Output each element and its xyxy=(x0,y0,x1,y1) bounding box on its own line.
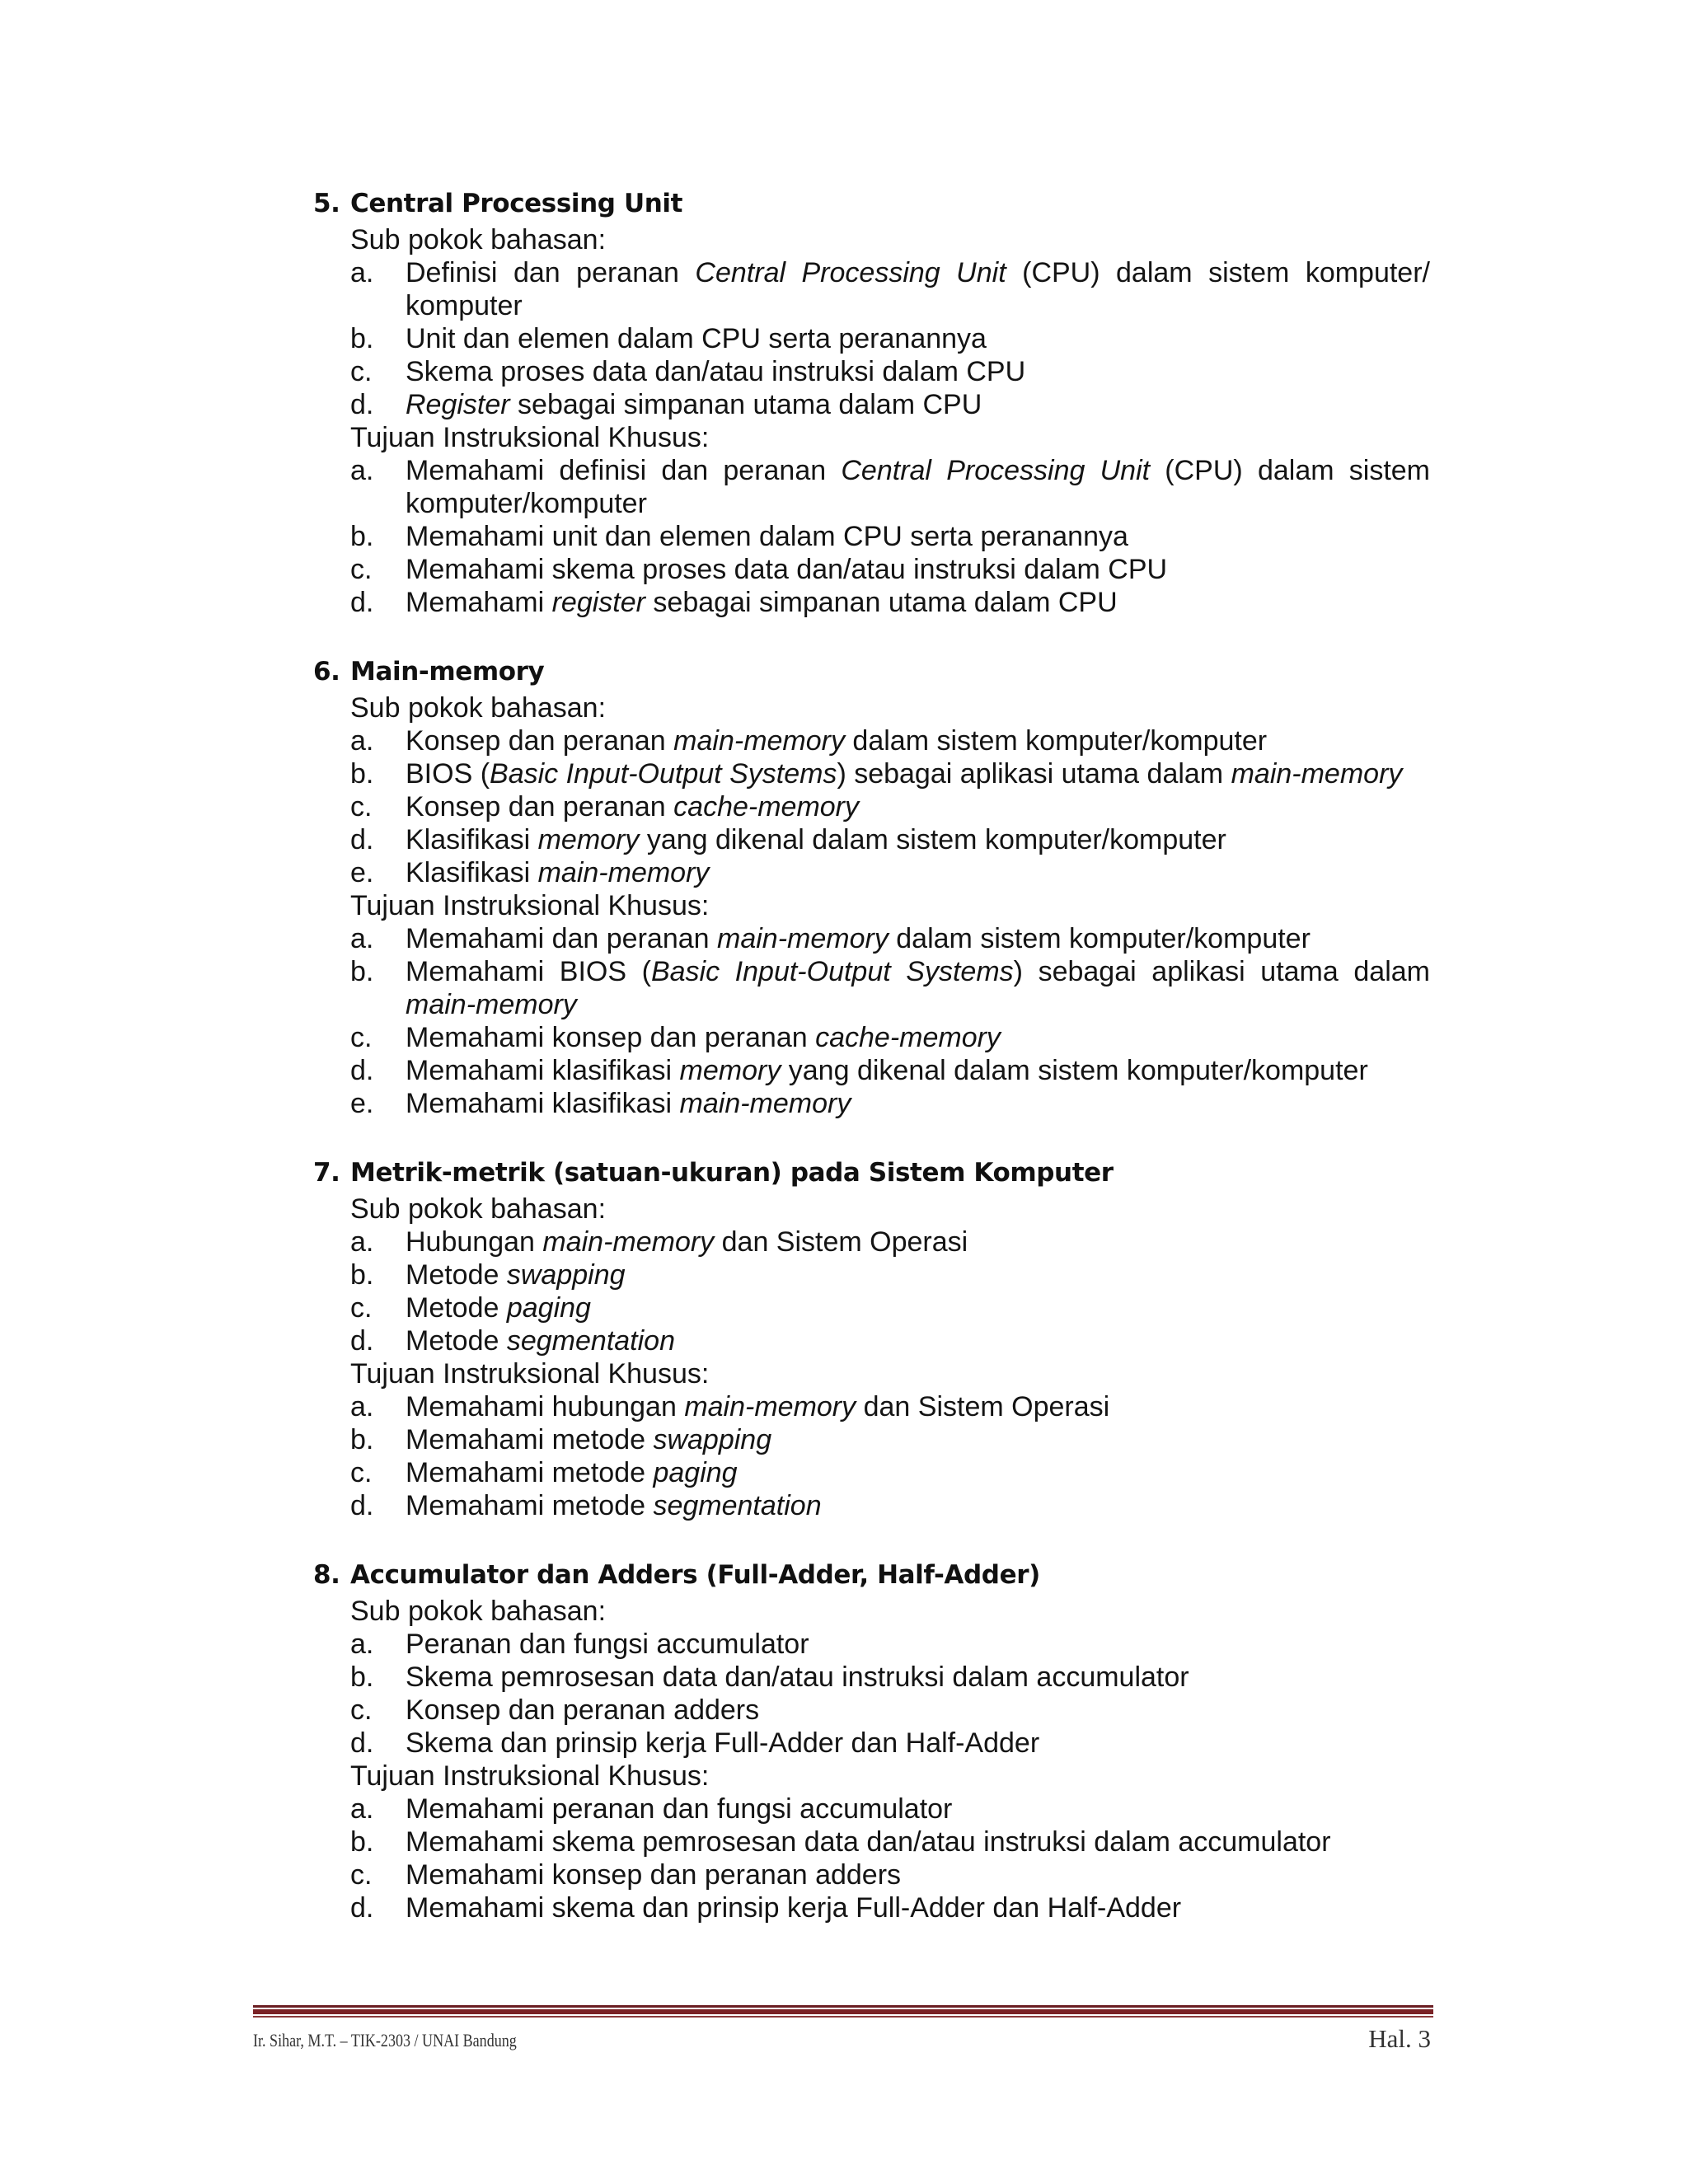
section-8 xyxy=(313,1555,1430,1924)
italic-term: memory xyxy=(537,824,640,855)
sub-topic-item xyxy=(350,388,1430,421)
text-run: Memahami definisi dan peranan xyxy=(406,455,842,486)
document-body xyxy=(313,184,1430,1957)
italic-term: Central Processing Unit xyxy=(841,455,1151,486)
section-content xyxy=(350,223,1430,619)
objective-item xyxy=(350,955,1430,1021)
text-run: Metode xyxy=(406,1259,507,1291)
list-marker: e. xyxy=(350,857,374,888)
italic-term: main-memory xyxy=(406,989,577,1020)
objective-item xyxy=(350,1489,1430,1522)
list-item-text xyxy=(406,1291,1430,1324)
text-run: (CPU) dalam sistem komputer/ komputer xyxy=(406,257,1430,321)
text-run: Memahami metode xyxy=(406,1490,654,1521)
section-title: Metrik-metrik (satuan-ukuran) pada Sistem Komputer xyxy=(350,1158,1114,1188)
list-item-text xyxy=(406,1628,1430,1661)
text-run: dan Sistem Operasi xyxy=(856,1391,1110,1422)
objective-item xyxy=(350,1825,1430,1858)
section-5 xyxy=(313,184,1430,619)
italic-term: cache-memory xyxy=(815,1022,1001,1053)
objectives-label: Tujuan Instruksional Khusus: xyxy=(350,422,710,453)
italic-term: swapping xyxy=(653,1424,772,1455)
italic-term: cache-memory xyxy=(673,791,860,823)
objectives-label: Tujuan Instruksional Khusus: xyxy=(350,1760,710,1792)
list-marker: a. xyxy=(350,1226,374,1258)
list-marker: b. xyxy=(350,1259,374,1291)
list-marker: d. xyxy=(350,587,374,618)
list-marker: b. xyxy=(350,1826,374,1858)
text-run: Memahami dan peranan xyxy=(406,923,718,954)
italic-term: register xyxy=(551,587,645,618)
sub-topics-label: Sub pokok bahasan: xyxy=(350,1193,607,1225)
italic-term: paging xyxy=(653,1457,738,1488)
section-number: 8. xyxy=(313,1560,340,1590)
text-run: Memahami konsep dan peranan adders xyxy=(406,1859,902,1891)
footer-rule-line-bottom xyxy=(253,2016,1433,2018)
sub-topic-item xyxy=(350,1324,1430,1357)
italic-term: main-memory xyxy=(673,725,845,757)
section-7 xyxy=(313,1153,1430,1522)
text-run: dalam sistem komputer/komputer xyxy=(844,725,1268,757)
list-marker: c. xyxy=(350,1292,373,1324)
italic-term: main-memory xyxy=(679,1088,851,1119)
text-run: Unit dan elemen dalam CPU serta peranannya xyxy=(406,323,987,354)
text-run: Memahami klasifikasi xyxy=(406,1055,680,1086)
section-number: 6. xyxy=(313,657,340,687)
objective-item xyxy=(350,553,1430,586)
text-run: Memahami klasifikasi xyxy=(406,1088,680,1119)
text-run: Peranan dan fungsi accumulator xyxy=(406,1629,809,1660)
text-run: Metode xyxy=(406,1292,507,1324)
sub-topic-item xyxy=(350,1226,1430,1258)
list-item-text xyxy=(406,1390,1430,1423)
text-run: Memahami konsep dan peranan xyxy=(406,1022,816,1053)
footer-rule-line-top xyxy=(253,2005,1433,2008)
text-run: Konsep dan peranan adders xyxy=(406,1694,760,1726)
text-run: BIOS ( xyxy=(406,758,490,790)
list-marker: d. xyxy=(350,824,374,855)
italic-term: Basic Input-Output Systems xyxy=(650,956,1014,987)
section-content xyxy=(350,1595,1430,1924)
list-item-text xyxy=(406,1858,1430,1891)
list-marker: c. xyxy=(350,791,373,823)
list-marker: a. xyxy=(350,1793,374,1825)
objective-item xyxy=(350,1858,1430,1891)
objective-item xyxy=(350,1054,1430,1087)
sub-topic-item xyxy=(350,790,1430,823)
sub-topics-label: Sub pokok bahasan: xyxy=(350,224,607,255)
objective-item xyxy=(350,1891,1430,1924)
text-run: ) sebagai aplikasi utama dalam xyxy=(837,758,1231,790)
list-marker: d. xyxy=(350,1055,374,1086)
text-run: Metode xyxy=(406,1325,507,1357)
list-marker: a. xyxy=(350,1391,374,1422)
list-marker: c. xyxy=(350,1859,373,1891)
list-marker: a. xyxy=(350,455,374,486)
sub-topic-item xyxy=(350,322,1430,355)
list-item-text xyxy=(406,790,1430,823)
sub-topic-item xyxy=(350,856,1430,889)
list-item-text xyxy=(406,757,1430,790)
text-run: sebagai simpanan utama dalam CPU xyxy=(645,587,1118,618)
list-marker: d. xyxy=(350,1727,374,1759)
sub-topic-item xyxy=(350,1628,1430,1661)
list-item-text xyxy=(406,1226,1430,1258)
objective-item xyxy=(350,1087,1430,1120)
section-content xyxy=(350,1193,1430,1522)
footer-rule-line-middle xyxy=(253,2009,1433,2014)
list-marker: b. xyxy=(350,758,374,790)
section-heading xyxy=(313,1153,1430,1193)
sub-topic-item xyxy=(350,1258,1430,1291)
text-run: yang dikenal dalam sistem komputer/komputer xyxy=(781,1055,1368,1086)
sub-topic-item xyxy=(350,355,1430,388)
sub-topic-item xyxy=(350,823,1430,856)
text-run: Hubungan xyxy=(406,1226,543,1258)
text-run: Skema proses data dan/atau instruksi dalam CPU xyxy=(406,356,1026,387)
sub-topic-item xyxy=(350,256,1430,322)
list-item-text xyxy=(406,553,1430,586)
footer-page-number: Hal. 3 xyxy=(1368,2024,1431,2053)
text-run: Memahami skema proses data dan/atau instruksi dalam CPU xyxy=(406,554,1168,585)
sub-topics-label: Sub pokok bahasan: xyxy=(350,692,607,724)
sub-topics-label: Sub pokok bahasan: xyxy=(350,1596,607,1627)
section-title: Accumulator dan Adders (Full-Adder, Half-Adder) xyxy=(350,1560,1040,1590)
list-item-text xyxy=(406,388,1430,421)
list-marker: a. xyxy=(350,923,374,954)
objective-item xyxy=(350,454,1430,520)
section-heading xyxy=(313,652,1430,691)
list-item-text xyxy=(406,256,1430,322)
list-item-text xyxy=(406,724,1430,757)
sub-topic-item xyxy=(350,1694,1430,1727)
list-marker: c. xyxy=(350,356,373,387)
list-item-text xyxy=(406,1793,1430,1825)
list-item-text xyxy=(406,454,1430,520)
objectives-label: Tujuan Instruksional Khusus: xyxy=(350,890,710,921)
text-run: Memahami metode xyxy=(406,1424,654,1455)
list-item-text xyxy=(406,1661,1430,1694)
italic-term: Basic Input-Output Systems xyxy=(490,758,837,790)
text-run: Memahami xyxy=(406,587,552,618)
list-marker: b. xyxy=(350,956,374,987)
list-marker: d. xyxy=(350,389,374,420)
italic-term: Central Processing Unit xyxy=(695,257,1006,288)
italic-term: memory xyxy=(679,1055,781,1086)
list-item-text xyxy=(406,1727,1430,1760)
list-marker: a. xyxy=(350,725,374,757)
list-item-text xyxy=(406,856,1430,889)
list-item-text xyxy=(406,1324,1430,1357)
objective-item xyxy=(350,1021,1430,1054)
objectives-label: Tujuan Instruksional Khusus: xyxy=(350,1358,710,1390)
text-run: dan Sistem Operasi xyxy=(714,1226,968,1258)
list-marker: b. xyxy=(350,323,374,354)
text-run: sebagai simpanan utama dalam CPU xyxy=(509,389,982,420)
list-item-text xyxy=(406,322,1430,355)
list-marker: c. xyxy=(350,554,373,585)
list-item-text xyxy=(406,1489,1430,1522)
sub-topic-item xyxy=(350,724,1430,757)
section-heading xyxy=(313,1555,1430,1595)
italic-term: paging xyxy=(506,1292,591,1324)
list-marker: d. xyxy=(350,1892,374,1924)
objective-item xyxy=(350,1793,1430,1825)
text-run: Konsep dan peranan xyxy=(406,791,674,823)
list-item-text xyxy=(406,586,1430,619)
section-heading xyxy=(313,184,1430,223)
section-6 xyxy=(313,652,1430,1120)
section-title: Central Processing Unit xyxy=(350,189,683,218)
objective-item xyxy=(350,1423,1430,1456)
list-item-text xyxy=(406,1423,1430,1456)
italic-term: main-memory xyxy=(717,923,889,954)
text-run: Konsep dan peranan xyxy=(406,725,674,757)
list-marker: b. xyxy=(350,1661,374,1693)
list-marker: e. xyxy=(350,1088,374,1119)
section-number: 7. xyxy=(313,1158,340,1188)
list-marker: c. xyxy=(350,1457,373,1488)
text-run: Memahami unit dan elemen dalam CPU serta peranannya xyxy=(406,521,1128,552)
text-run: Memahami peranan dan fungsi accumulator xyxy=(406,1793,953,1825)
text-run: dalam sistem komputer/komputer xyxy=(888,923,1311,954)
section-number: 5. xyxy=(313,189,340,218)
list-item-text xyxy=(406,355,1430,388)
text-run: Definisi dan peranan xyxy=(406,257,696,288)
italic-term: Register xyxy=(406,389,510,420)
text-run: ) sebagai aplikasi utama dalam xyxy=(1013,956,1430,987)
text-run: Skema pemrosesan data dan/atau instruksi dalam accumulator xyxy=(406,1661,1189,1693)
italic-term: main-memory xyxy=(537,857,710,888)
italic-term: swapping xyxy=(506,1259,626,1291)
text-run: Skema dan prinsip kerja Full-Adder dan Half-Adder xyxy=(406,1727,1040,1759)
list-marker: d. xyxy=(350,1490,374,1521)
objective-item xyxy=(350,1456,1430,1489)
list-item-text xyxy=(406,520,1430,553)
list-item-text xyxy=(406,1054,1430,1087)
objective-item xyxy=(350,586,1430,619)
list-marker: b. xyxy=(350,521,374,552)
list-item-text xyxy=(406,823,1430,856)
section-content xyxy=(350,691,1430,1120)
objective-item xyxy=(350,520,1430,553)
list-marker: c. xyxy=(350,1022,373,1053)
list-item-text xyxy=(406,955,1430,1021)
list-marker: a. xyxy=(350,1629,374,1660)
sub-topic-item xyxy=(350,1661,1430,1694)
text-run: Memahami BIOS ( xyxy=(406,956,651,987)
text-run: Memahami metode xyxy=(406,1457,654,1488)
text-run: Klasifikasi xyxy=(406,857,538,888)
text-run: Klasifikasi xyxy=(406,824,538,855)
list-item-text xyxy=(406,1825,1430,1858)
list-item-text xyxy=(406,1694,1430,1727)
list-item-text xyxy=(406,1891,1430,1924)
objective-item xyxy=(350,922,1430,955)
sub-topic-item xyxy=(350,1291,1430,1324)
list-marker: b. xyxy=(350,1424,374,1455)
italic-term: segmentation xyxy=(653,1490,822,1521)
list-marker: d. xyxy=(350,1325,374,1357)
list-marker: c. xyxy=(350,1694,373,1726)
footer-author-course: Ir. Sihar, M.T. – TIK-2303 / UNAI Bandung xyxy=(253,2030,517,2050)
italic-term: main-memory xyxy=(542,1226,715,1258)
italic-term: main-memory xyxy=(684,1391,856,1422)
list-item-text xyxy=(406,1258,1430,1291)
list-item-text xyxy=(406,1456,1430,1489)
sub-topic-item xyxy=(350,1727,1430,1760)
objective-item xyxy=(350,1390,1430,1423)
section-title: Main-memory xyxy=(350,657,545,687)
text-run: Memahami skema pemrosesan data dan/atau instruksi dalam accumulator xyxy=(406,1826,1331,1858)
list-item-text xyxy=(406,922,1430,955)
text-run: (CPU) dalam sistem komputer/komputer xyxy=(406,455,1430,519)
text-run: Memahami skema dan prinsip kerja Full-Adder dan Half-Adder xyxy=(406,1892,1182,1924)
text-run: Memahami hubungan xyxy=(406,1391,685,1422)
sub-topic-item xyxy=(350,757,1430,790)
list-item-text xyxy=(406,1087,1430,1120)
italic-term: segmentation xyxy=(506,1325,675,1357)
italic-term: main-memory xyxy=(1231,758,1403,790)
footer-rule xyxy=(253,2005,1433,2018)
list-marker: a. xyxy=(350,257,374,288)
text-run: yang dikenal dalam sistem komputer/komputer xyxy=(639,824,1226,855)
list-item-text xyxy=(406,1021,1430,1054)
